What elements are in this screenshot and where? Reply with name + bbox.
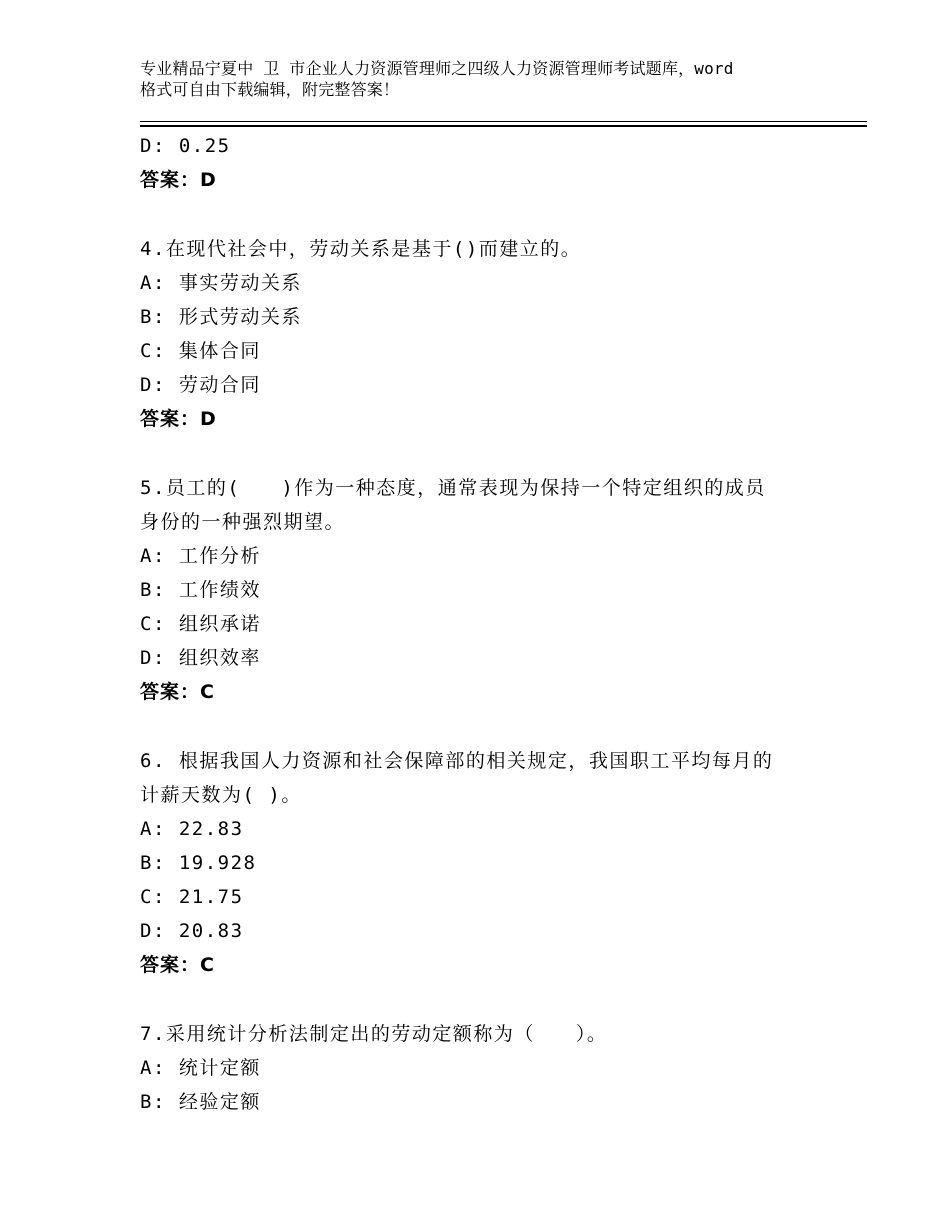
question-list bbox=[140, 129, 840, 1119]
option-d: D: 0.25 bbox=[140, 135, 231, 157]
question-6 bbox=[140, 744, 840, 982]
header-line-1: 专业精品宁夏中 卫 市企业人力资源管理师之四级人力资源管理师考试题库，word bbox=[140, 59, 734, 78]
option-a: A: 22.83 bbox=[140, 818, 244, 840]
option-b: B: 形式劳动关系 bbox=[140, 306, 302, 328]
option-d: D: 劳动合同 bbox=[140, 374, 261, 396]
option-d: D: 组织效率 bbox=[140, 647, 261, 669]
option-c: C: 组织承诺 bbox=[140, 613, 261, 635]
header-rule-thick bbox=[140, 125, 867, 127]
question-text: 4.在现代社会中，劳动关系是基于()而建立的。 bbox=[140, 238, 582, 260]
question-text-line-2: 身份的一种强烈期望。 bbox=[140, 511, 346, 533]
option-b: B: 经验定额 bbox=[140, 1091, 261, 1113]
option-c: C: 21.75 bbox=[140, 886, 244, 908]
question-text: 7.采用统计分析法制定出的劳动定额称为（ ）。 bbox=[140, 1023, 608, 1045]
spacer bbox=[140, 197, 840, 232]
spacer bbox=[140, 436, 840, 471]
answer: 答案：C bbox=[140, 954, 215, 976]
answer: 答案：D bbox=[140, 408, 217, 430]
option-a: A: 工作分析 bbox=[140, 545, 261, 567]
option-d: D: 20.83 bbox=[140, 920, 244, 942]
option-c: C: 集体合同 bbox=[140, 340, 261, 362]
option-b: B: 工作绩效 bbox=[140, 579, 261, 601]
header-rule-thin bbox=[140, 121, 867, 122]
question-4 bbox=[140, 232, 840, 436]
question-text-line-1: 6. 根据我国人力资源和社会保障部的相关规定，我国职工平均每月的 bbox=[140, 750, 774, 772]
answer: 答案：C bbox=[140, 681, 215, 703]
question-5 bbox=[140, 471, 840, 709]
question-7 bbox=[140, 1017, 840, 1119]
option-a: A: 统计定额 bbox=[140, 1057, 261, 1079]
question-3-tail bbox=[140, 129, 840, 197]
header-line-2: 格式可自由下载编辑，附完整答案！ bbox=[140, 80, 400, 99]
spacer bbox=[140, 982, 840, 1017]
option-b: B: 19.928 bbox=[140, 852, 257, 874]
document-header bbox=[140, 58, 840, 100]
question-text-line-2: 计薪天数为( )。 bbox=[140, 784, 302, 806]
question-text-line-1: 5.员工的( )作为一种态度，通常表现为保持一个特定组织的成员 bbox=[140, 477, 766, 499]
answer: 答案：D bbox=[140, 169, 217, 191]
option-a: A: 事实劳动关系 bbox=[140, 272, 302, 294]
spacer bbox=[140, 709, 840, 744]
